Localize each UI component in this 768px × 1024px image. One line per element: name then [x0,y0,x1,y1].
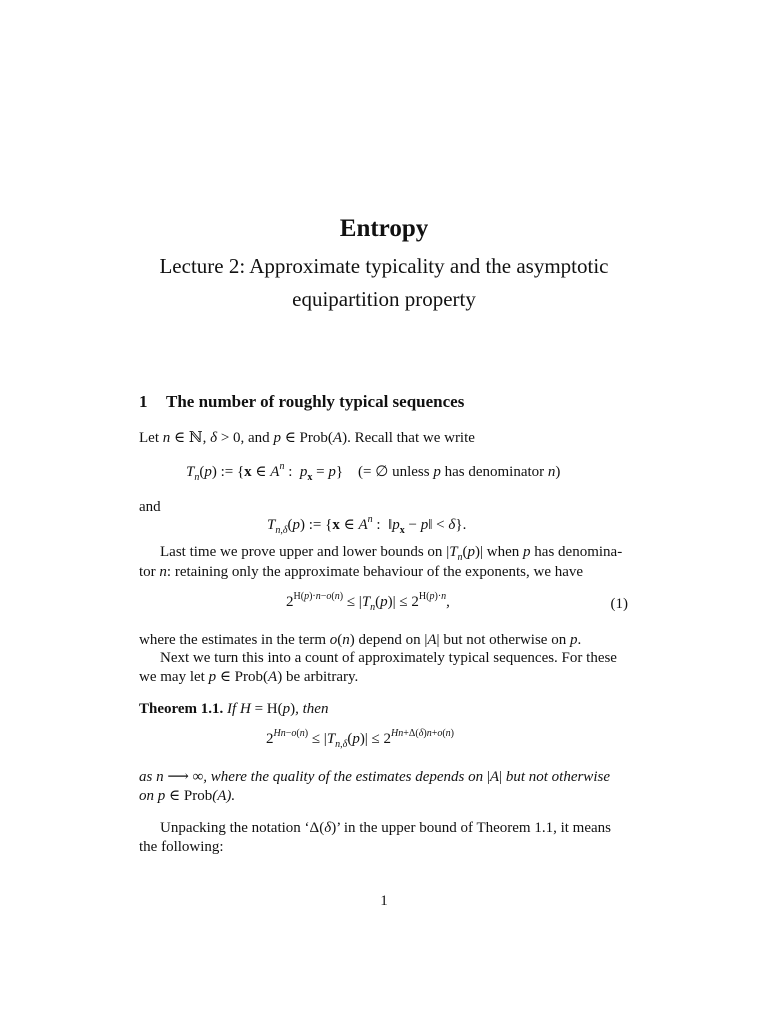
section-number: 1 [139,392,148,411]
theorem-conclusion-cont: on p ∈ Prob(A). [139,788,236,804]
paragraph-unpacking-cont: the following: [139,839,224,855]
section-heading [139,392,464,412]
document-subtitle [0,250,768,316]
equation-type-class: $T_n(p)$ := {x ∈ $A^n$ : $p_x = p$} (= ∅ unless p has denominator n) [186,461,561,483]
paragraph-and: and [139,499,161,515]
section-title: The number of roughly typical sequences [166,392,465,411]
paragraph-unpacking: Unpacking the notation ‘Δ(δ)’ in the upper bound of Theorem 1.1, it means [160,820,611,836]
document-title: Entropy [339,215,429,242]
equation-1: $2^{H(p)\cdot n-o(n)} \le |T_n(p)| \le 2^{H(p)\cdot n}$, [286,591,450,613]
page-number: 1 [380,893,388,909]
paragraph-where: where the estimates in the term o(n) depend on |A| but not otherwise on p. [139,632,582,648]
subtitle-line-2: equipartition property [292,287,476,311]
equation-1-label: (1) [610,596,628,612]
paragraph-next: Next we turn this into a count of approximately typical sequences. For these [160,650,617,666]
theorem-conclusion: as n ⟶ ∞, where the quality of the estimates depends on |A| but not otherwise [139,769,610,785]
theorem-statement: Theorem 1.1. If H = H(p), then [139,701,329,717]
paragraph-next-cont: we may let p ∈ Prob(A) be arbitrary. [139,669,359,685]
theorem-label: Theorem 1.1. [139,701,224,717]
equation-approx-type-class: $T_{n,\delta}(p)$ := {x ∈ $A^n$ : $‖p_x$ − p‖ < δ}. [267,514,467,536]
equation-theorem: $2^{Hn-o(n)} \le |T_{n,\delta}(p)| \le 2^{Hn+\Delta(\delta)n+o(n)}$ [266,728,455,750]
paragraph-last-time-cont: tor n: retaining only the approximate behaviour of the exponents, we have [139,564,584,580]
paragraph-let: Let n ∈ ℕ, δ > 0, and p ∈ Prob(A). Recall that we write [139,430,475,446]
paragraph-last-time: Last time we prove upper and lower bounds on $|T_n(p)|$ when p has denomina- [160,544,623,563]
subtitle-line-1: Lecture 2: Approximate typicality and the asymptotic [159,254,609,278]
